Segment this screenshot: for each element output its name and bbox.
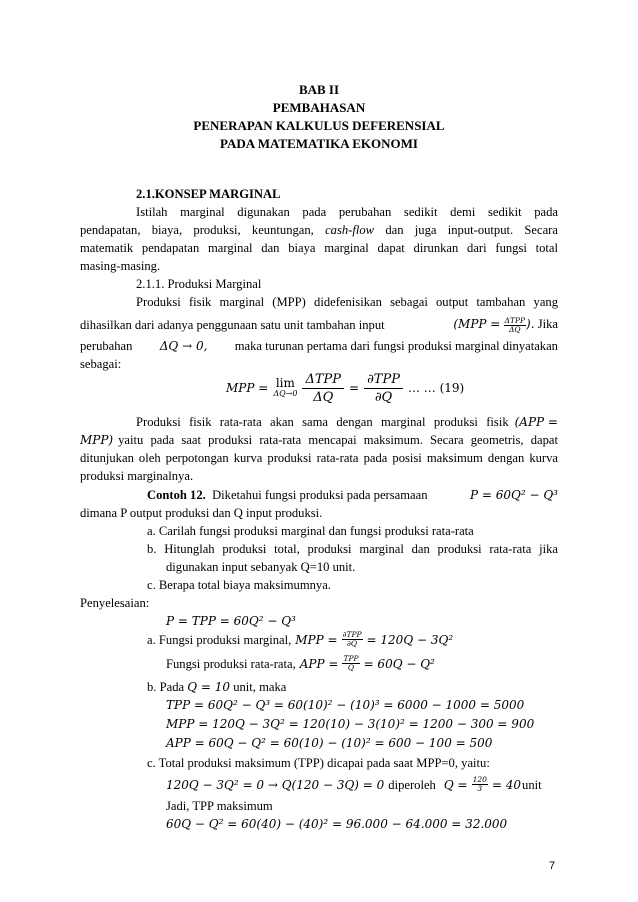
paragraph-line: produksi marginalnya. [80, 469, 194, 483]
solution-heading: Penyelesaian: [80, 596, 150, 610]
solution-b-mpp: MPP = 120Q − 3Q² = 120(10) − 3(10)² = 1200 − 300 = 900 [166, 717, 535, 731]
solution-equation: P = TPP = 60Q² − Q³ [166, 614, 296, 628]
example-line: dimana P output produksi dan Q input produksi. [80, 506, 323, 520]
solution-c2: Jadi, TPP maksimum [166, 799, 273, 813]
fraction: $\frac{\text{ΔTPP}}{\Delta Q}$ [504, 315, 526, 334]
heading-produksi-marginal: 2.1.1. Produksi Marginal [136, 277, 262, 291]
paragraph-line [80, 222, 558, 238]
paragraph-line: masing-masing. [80, 259, 161, 273]
text-run: pendapatan, biaya, produksi, keuntungan, [80, 223, 314, 237]
equation-19: MPP = lim ΔQ→0 ΔTPP ΔQ = ∂TPP ∂Q … … (19) [226, 371, 465, 405]
chapter-label: BAB II [298, 82, 340, 97]
question-a: a. Carilah fungsi produksi marginal dan fungsi produksi rata-rata [147, 524, 474, 538]
page-number: 7 [549, 860, 556, 872]
example-line: Contoh 12. Diketahui fungsi produksi pada persamaan P = 60Q² − Q³ [147, 488, 558, 502]
fraction: ∂TPP ∂Q [364, 371, 403, 406]
paragraph-line: Istilah marginal digunakan pada perubahan sedikit demi sedikit pada [136, 205, 558, 219]
paragraph-line [80, 316, 558, 334]
fraction: ΔTPP ΔQ [302, 371, 344, 406]
paragraph-line: Produksi fisik marginal (MPP) didefenisikan sebagai output tambahan yang [136, 295, 558, 309]
question-b-cont: digunakan input sebanyak Q=10 unit. [166, 560, 356, 574]
solution-a1: a. Fungsi produksi marginal, MPP = $\frac{\text{∂TPP}}{\partial Q}$ = 120Q − 3Q² [147, 630, 454, 648]
solution-c3: 60Q − Q² = 60(40) − (40)² = 96.000 − 64.000 = 32.000 [166, 817, 508, 831]
solution-b-app: APP = 60Q − Q² = 60(10) − (10)² = 600 − 100 = 500 [166, 736, 493, 750]
title-line-1: PENERAPAN KALKULUS DEFERENSIAL [193, 118, 445, 133]
example-label: Contoh 12. [147, 488, 206, 502]
paragraph-line: sebagai: [80, 357, 122, 371]
equation-number: … … (19) [407, 381, 465, 395]
emphasis-cashflow: cash-flow [325, 223, 375, 237]
section-label: PEMBAHASAN [272, 100, 366, 115]
solution-b: b. Pada Q = 10 unit, maka [147, 680, 287, 694]
solution-c: c. Total produksi maksimum (TPP) dicapai pada saat MPP=0, yaitu: [147, 756, 490, 770]
paragraph-line: matematik pendapatan marginal dan biaya marginal dapat dirunkan dari fungsi total [80, 241, 558, 255]
question-b: b. Hitunglah produksi total, produksi marginal dan produksi rata-rata jika [147, 542, 558, 556]
solution-c1: 120Q − 3Q² = 0 → Q(120 − 3Q) = 0 diperoleh Q = $\frac{120}{3}$ = 40 unit [166, 775, 542, 793]
limit-operator: lim ΔQ→0 [273, 376, 298, 398]
question-c: c. Berapa total biaya maksimumnya. [147, 578, 331, 592]
paragraph-line: MPP) yaitu pada saat produksi rata-rata mencapai maksimum. Secara geometris, dapat [80, 433, 558, 447]
title-line-2: PADA MATEMATIKA EKONOMI [220, 136, 418, 151]
text-run: dihasilkan dari adanya penggunaan satu unit tambahan input [80, 317, 385, 332]
paragraph-line: perubahan ΔQ → 0, maka turunan pertama dari fungsi produksi marginal dinyatakan [80, 339, 558, 353]
fraction: $\frac{\text{∂TPP}}{\partial Q}$ [342, 630, 362, 648]
paragraph-line: ditunjukan oleh perpotongan kurva produksi rata-rata pada posisi maksimum dengan kurva [80, 451, 558, 465]
fraction: $\frac{\text{TPP}}{Q}$ [343, 654, 359, 672]
solution-a2: Fungsi produksi rata-rata, APP = $\frac{\text{TPP}}{Q}$ = 60Q − Q² [166, 654, 435, 672]
fraction: $\frac{120}{3}$ [472, 775, 487, 793]
inline-formula-mpp: (MPP = $\frac{\text{ΔTPP}}{\Delta Q}$ ). Jika [453, 315, 558, 334]
paragraph-line: Produksi fisik rata-rata akan sama dengan marginal produksi fisik (APP = [136, 415, 558, 429]
solution-b-tpp: TPP = 60Q² − Q³ = 60(10)² − (10)³ = 6000 − 1000 = 5000 [166, 698, 525, 712]
text-run: dan juga input-output. Secara [385, 223, 558, 237]
heading-konsep-marginal: 2.1.KONSEP MARGINAL [136, 187, 281, 201]
